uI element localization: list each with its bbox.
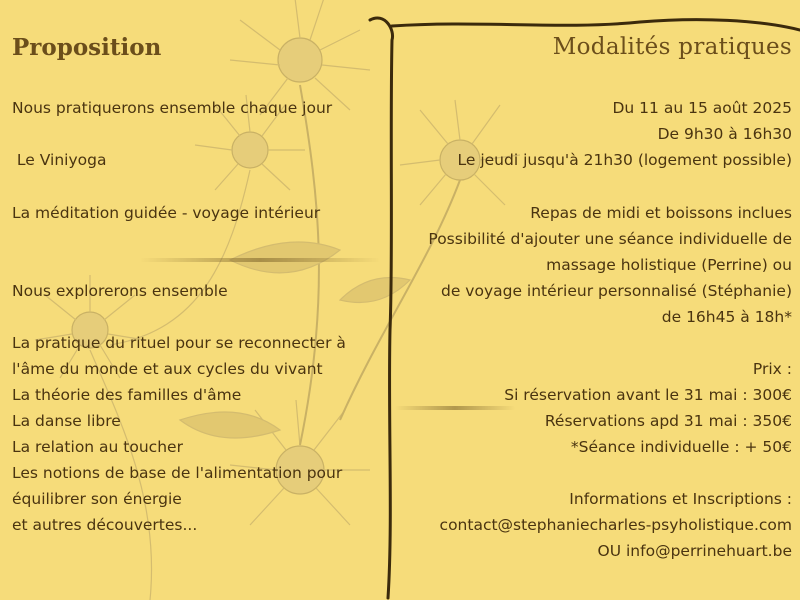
text-line: De 9h30 à 16h30 bbox=[657, 125, 792, 143]
text-line: Nous explorerons ensemble bbox=[12, 282, 228, 300]
text-line: Possibilité d'ajouter une séance individuelle de bbox=[428, 230, 792, 248]
text-line: La méditation guidée - voyage intérieur bbox=[12, 204, 321, 222]
proposition-title: Proposition bbox=[12, 34, 162, 61]
section-divider bbox=[140, 258, 380, 262]
text-line: l'âme du monde et aux cycles du vivant bbox=[12, 360, 323, 378]
text-line: La théorie des familles d'âme bbox=[12, 386, 242, 404]
text-line: de 16h45 à 18h* bbox=[661, 308, 792, 326]
section-divider bbox=[395, 406, 515, 410]
text-line: Informations et Inscriptions : bbox=[569, 490, 792, 508]
text-line: Réservations apd 31 mai : 350€ bbox=[544, 412, 792, 430]
text-line: massage holistique (Perrine) ou bbox=[546, 256, 792, 274]
text-line: Si réservation avant le 31 mai : 300€ bbox=[504, 386, 792, 404]
info-email-link[interactable]: OU info@perrinehuart.be bbox=[597, 542, 792, 560]
text-line: Du 11 au 15 août 2025 bbox=[612, 99, 792, 117]
text-line: La danse libre bbox=[12, 412, 121, 430]
text-line: La relation au toucher bbox=[12, 438, 183, 456]
text-line: *Séance individuelle : + 50€ bbox=[570, 438, 792, 456]
modalites-title: Modalités pratiques bbox=[552, 34, 792, 60]
contact-email-link[interactable]: contact@stephaniecharles-psyholistique.com bbox=[439, 516, 792, 534]
text-line: et autres découvertes... bbox=[12, 516, 198, 534]
text-line: équilibrer son énergie bbox=[12, 490, 182, 508]
text-line: Les notions de base de l'alimentation pour bbox=[12, 464, 343, 482]
text-line: Le jeudi jusqu'à 21h30 (logement possible) bbox=[457, 151, 792, 169]
text-line: La pratique du rituel pour se reconnecter à bbox=[12, 334, 346, 352]
text-line: de voyage intérieur personnalisé (Stéphanie) bbox=[441, 282, 792, 300]
text-line: Prix : bbox=[752, 360, 792, 378]
text-line: Nous pratiquerons ensemble chaque jour bbox=[12, 99, 333, 117]
text-line: Le Viniyoga bbox=[12, 151, 107, 169]
text-line: Repas de midi et boissons inclues bbox=[530, 204, 792, 222]
